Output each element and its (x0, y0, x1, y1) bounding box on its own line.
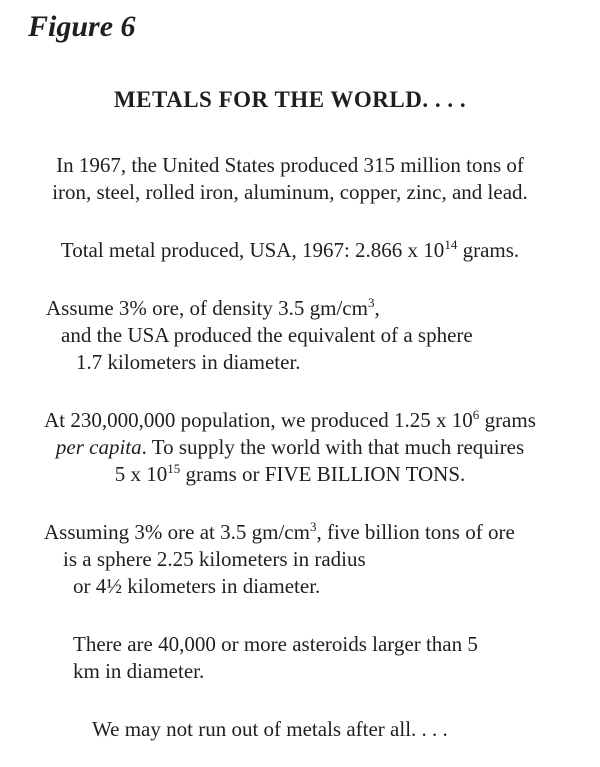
text-segment: Assuming 3% ore at 3.5 gm/cm (44, 520, 310, 544)
text-line (0, 179, 580, 206)
text-segment: , five billion tons of ore (316, 520, 515, 544)
text-line (0, 658, 580, 685)
paragraph-us-production-1967 (0, 152, 580, 206)
text-segment: grams or FIVE BILLION TONS. (180, 462, 466, 486)
text-line (0, 349, 580, 376)
text-segment: iron, steel, rolled iron, aluminum, copper, zinc, and lead. (52, 180, 528, 204)
text-line (0, 237, 580, 264)
text-segment: In 1967, the United States produced 315 million tons of (56, 153, 524, 177)
text-line (0, 407, 580, 434)
text-segment: At 230,000,000 population, we produced 1.25 x 10 (44, 408, 473, 432)
superscript-text: 3 (309, 519, 317, 534)
text-segment: or 4½ kilometers in diameter. (73, 574, 321, 598)
text-line (0, 631, 580, 658)
superscript-text: 14 (444, 237, 458, 252)
text-segment: We may not run out of metals after all. . . . (92, 717, 448, 741)
document-title: METALS FOR THE WORLD. . . . (113, 87, 467, 112)
text-segment: grams. (457, 238, 520, 262)
document-body (0, 152, 580, 743)
paragraph-per-capita-production (0, 407, 580, 488)
text-segment: Total metal produced, USA, 1967: 2.866 x 10 (60, 238, 445, 262)
superscript-text: 3 (367, 295, 375, 310)
text-segment: , (374, 296, 380, 320)
paragraph-assume-ore-sphere (0, 295, 580, 376)
text-line (0, 519, 580, 546)
italic-text: per capita (55, 435, 142, 459)
text-segment: km in diameter. (73, 659, 205, 683)
paragraph-asteroids-count (0, 631, 580, 685)
text-segment: is a sphere 2.25 kilometers in radius (63, 547, 366, 571)
figure-label: Figure 6 (28, 10, 136, 43)
text-segment: and the USA produced the equivalent of a sphere (61, 323, 473, 347)
superscript-text: 15 (167, 461, 181, 476)
text-line (0, 434, 580, 461)
paragraph-total-metal-produced (0, 237, 580, 264)
text-segment: There are 40,000 or more asteroids larger than 5 (73, 632, 478, 656)
paragraph-conclusion (0, 716, 580, 743)
text-line (0, 716, 580, 743)
text-line (0, 546, 580, 573)
superscript-text: 6 (472, 407, 480, 422)
paragraph-five-billion-tons-sphere (0, 519, 580, 600)
text-segment: 1.7 kilometers in diameter. (76, 350, 301, 374)
text-line (0, 461, 580, 488)
text-segment: grams (479, 408, 536, 432)
text-line (0, 295, 580, 322)
text-segment: Assume 3% ore, of density 3.5 gm/cm (46, 296, 368, 320)
text-segment: 5 x 10 (114, 462, 168, 486)
text-line (0, 573, 580, 600)
text-line (0, 322, 580, 349)
text-segment: . To supply the world with that much requires (141, 435, 525, 459)
text-line (0, 152, 580, 179)
